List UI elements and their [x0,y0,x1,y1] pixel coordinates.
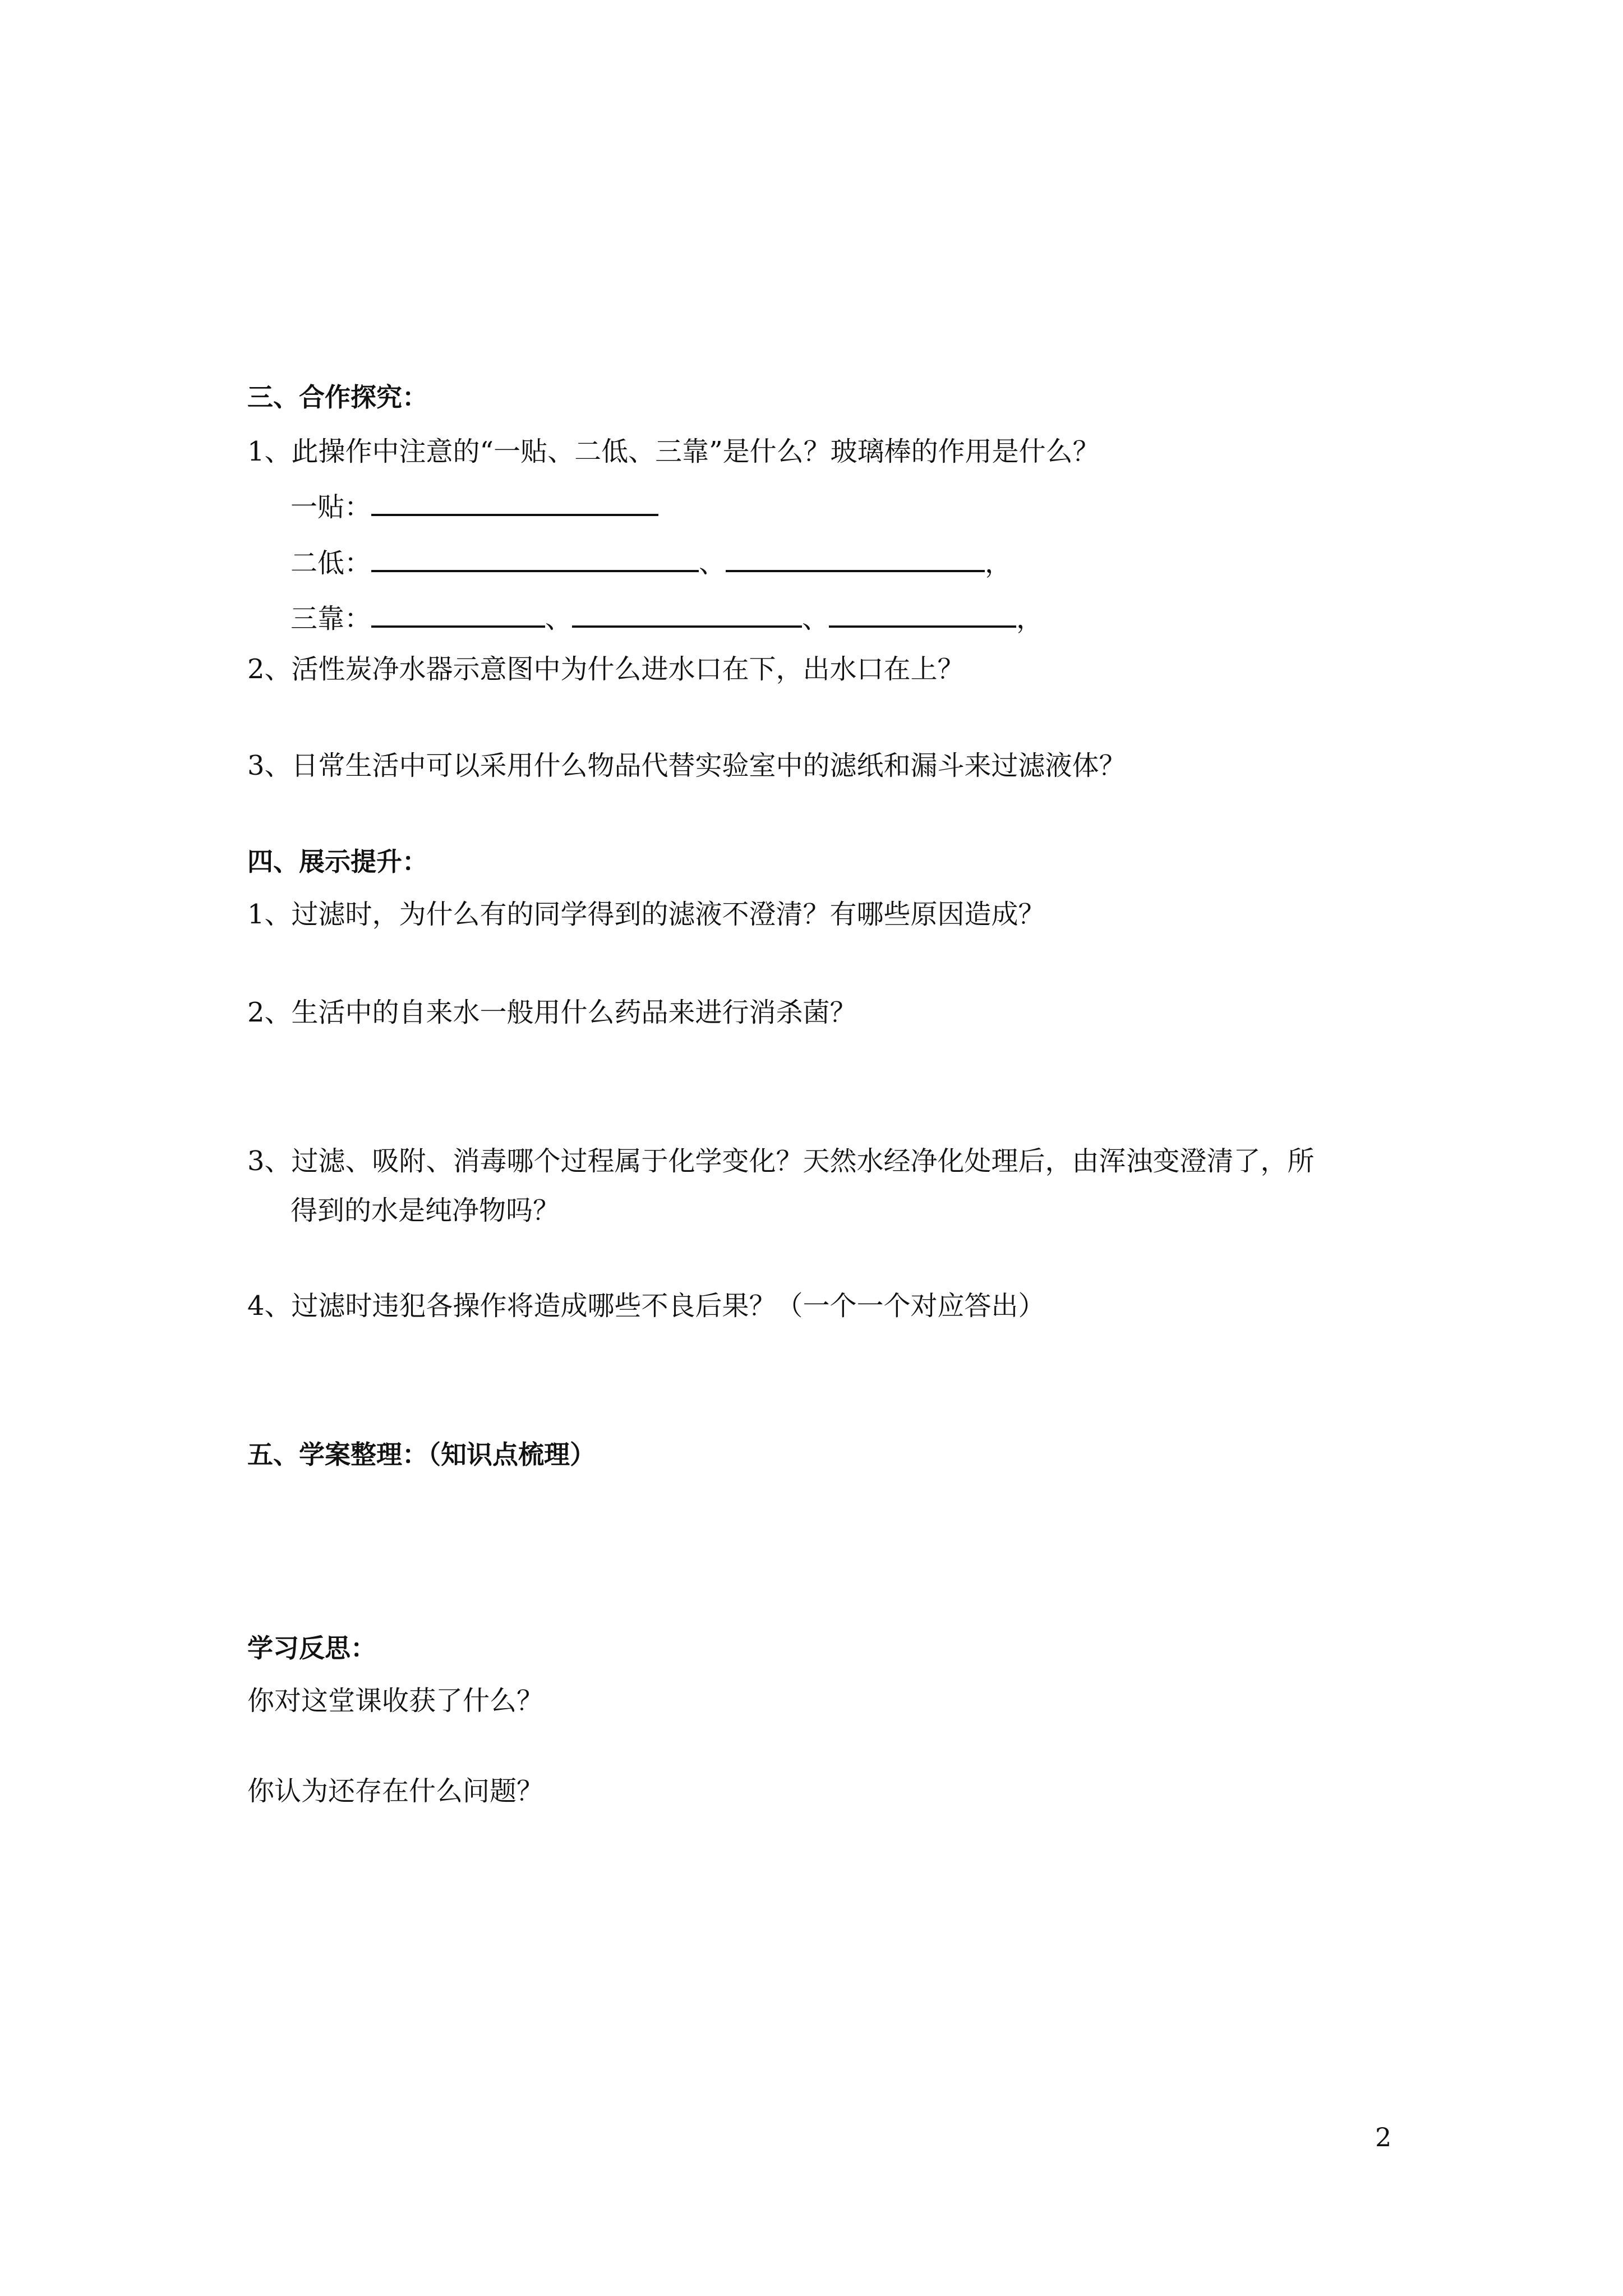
sankao-row [291,602,1043,636]
erdi-blank-2[interactable] [726,547,985,572]
section3-heading: 三、合作探究： [247,382,428,412]
section4-question-1: 1、过滤时，为什么有的同学得到的滤液不澄清？有哪些原因造成？ [247,899,1045,930]
reflection-question-2: 你认为还存在什么问题？ [247,1775,544,1807]
sankao-end: ， [1016,603,1044,634]
section3-question-1: 1、此操作中注意的“一贴、二低、三靠”是什么？玻璃棒的作用是什么？ [247,436,1100,467]
erdi-end: ， [985,547,1012,579]
yitie-row [291,490,658,524]
section3-question-2: 2、活性炭净水器示意图中为什么进水口在下，出水口在上？ [247,654,965,685]
section4-question-4: 4、过滤时违犯各操作将造成哪些不良后果？（一个一个对应答出） [247,1290,1045,1322]
sankao-label: 三靠： [291,603,372,634]
page-number: 2 [1375,2122,1392,2152]
section4-question-2: 2、生活中的自来水一般用什么药品来进行消杀菌？ [247,997,857,1028]
reflection-question-1: 你对这堂课收获了什么？ [247,1685,544,1717]
yitie-label: 一贴： [291,491,372,523]
erdi-blank-1[interactable] [371,547,699,572]
section4-heading: 四、展示提升： [247,846,428,877]
section5-heading: 五、学案整理：（知识点梳理） [247,1439,596,1470]
yitie-blank[interactable] [371,491,658,516]
erdi-row [291,546,1012,580]
sankao-separator-1: 、 [545,603,573,634]
reflection-heading: 学习反思： [247,1633,376,1663]
sankao-blank-3[interactable] [829,603,1016,628]
section4-question-3-line-2: 得到的水是纯净物吗？ [291,1195,560,1226]
sankao-blank-2[interactable] [572,603,802,628]
erdi-label: 二低： [291,547,372,579]
section4-question-3-line-1: 3、过滤、吸附、消毒哪个过程属于化学变化？天然水经净化处理后，由浑浊变澄清了，所 [247,1145,1315,1177]
sankao-separator-2: 、 [802,603,829,634]
sankao-blank-1[interactable] [371,603,545,628]
section3-question-3: 3、日常生活中可以采用什么物品代替实验室中的滤纸和漏斗来过滤液体？ [247,750,1126,781]
erdi-separator: 、 [699,547,726,579]
